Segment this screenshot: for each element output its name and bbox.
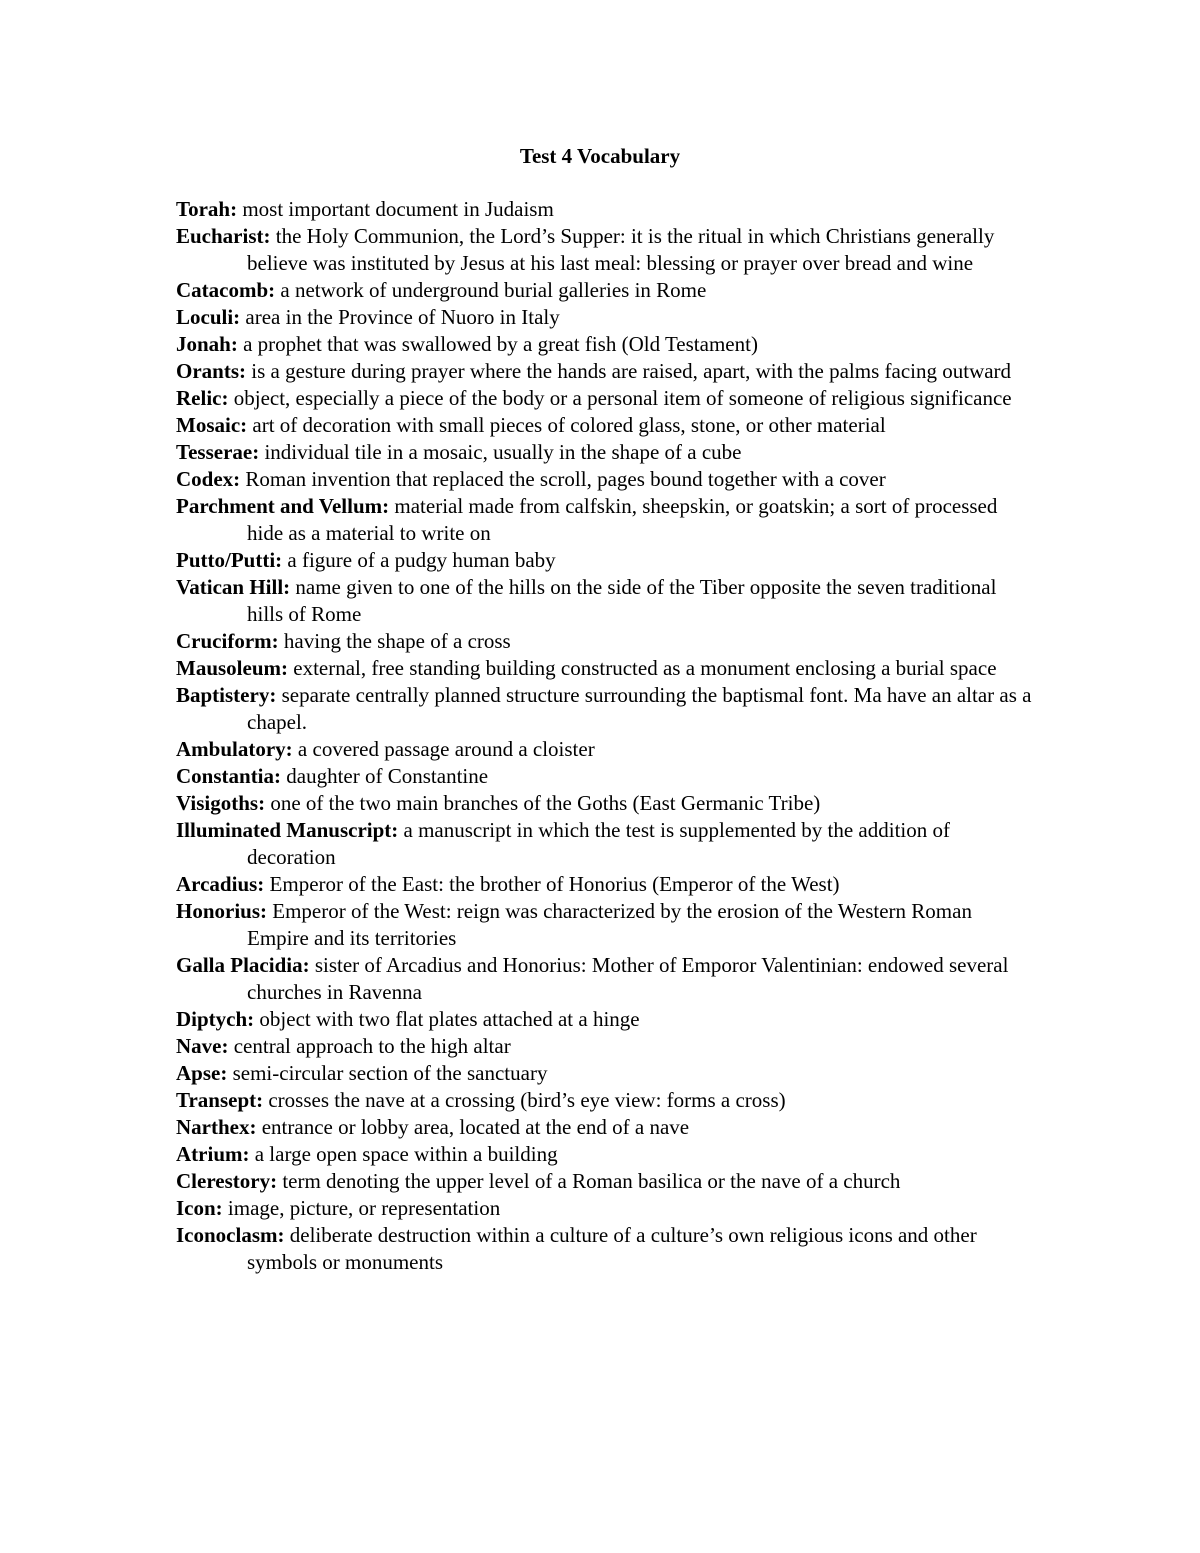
vocabulary-definition: crosses the nave at a crossing (bird’s eye view: forms a cross)	[268, 1088, 786, 1112]
vocabulary-entry	[176, 1087, 1036, 1114]
vocabulary-entry	[176, 952, 1036, 1006]
vocabulary-term: Apse:	[176, 1061, 228, 1085]
vocabulary-term: Clerestory:	[176, 1169, 278, 1193]
vocabulary-definition: having the shape of a cross	[283, 629, 511, 653]
vocabulary-definition: individual tile in a mosaic, usually in the shape of a cube	[264, 440, 742, 464]
vocabulary-definition: entrance or lobby area, located at the end of a nave	[261, 1115, 690, 1139]
vocabulary-definition: deliberate destruction within a culture of a culture’s own religious icons and other symbols or monuments	[247, 1223, 977, 1274]
vocabulary-term: Mosaic:	[176, 413, 248, 437]
vocabulary-entry	[176, 493, 1036, 547]
vocabulary-term: Vatican Hill:	[176, 575, 291, 599]
vocabulary-definition: a large open space within a building	[254, 1142, 558, 1166]
vocabulary-entry	[176, 817, 1036, 871]
vocabulary-entry	[176, 547, 1036, 574]
vocabulary-term: Narthex:	[176, 1115, 257, 1139]
vocabulary-term: Relic:	[176, 386, 229, 410]
vocabulary-definition: daughter of Constantine	[286, 764, 489, 788]
vocabulary-definition: semi-circular section of the sanctuary	[232, 1061, 548, 1085]
vocabulary-definition: central approach to the high altar	[233, 1034, 511, 1058]
vocabulary-term: Nave:	[176, 1034, 229, 1058]
vocabulary-entry	[176, 331, 1036, 358]
vocabulary-entry	[176, 358, 1036, 385]
document-title: Test 4 Vocabulary	[519, 144, 681, 168]
vocabulary-definition: most important document in Judaism	[242, 197, 554, 221]
vocabulary-entry	[176, 682, 1036, 736]
vocabulary-term: Visigoths:	[176, 791, 266, 815]
vocabulary-definition: sister of Arcadius and Honorius: Mother of Emporor Valentinian: endowed several churches in Ravenna	[247, 953, 1009, 1004]
vocabulary-definition: a prophet that was swallowed by a great fish (Old Testament)	[243, 332, 758, 356]
vocabulary-entry	[176, 385, 1036, 412]
vocabulary-definition: area in the Province of Nuoro in Italy	[245, 305, 560, 329]
vocabulary-definition: separate centrally planned structure surrounding the baptismal font. Ma have an altar as a chapel.	[247, 683, 1032, 734]
vocabulary-entry	[176, 304, 1036, 331]
vocabulary-term: Orants:	[176, 359, 246, 383]
vocabulary-term: Iconoclasm:	[176, 1223, 285, 1247]
vocabulary-entry	[176, 466, 1036, 493]
vocabulary-definition: term denoting the upper level of a Roman basilica or the nave of a church	[282, 1169, 901, 1193]
vocabulary-entry	[176, 1033, 1036, 1060]
vocabulary-entry	[176, 1141, 1036, 1168]
vocabulary-entry	[176, 736, 1036, 763]
vocabulary-entry	[176, 1114, 1036, 1141]
vocabulary-definition: a manuscript in which the test is supplemented by the addition of decoration	[247, 818, 950, 869]
vocabulary-term: Torah:	[176, 197, 238, 221]
vocabulary-term: Diptych:	[176, 1007, 255, 1031]
vocabulary-entry	[176, 1060, 1036, 1087]
vocabulary-term: Putto/Putti:	[176, 548, 283, 572]
vocabulary-entry	[176, 628, 1036, 655]
vocabulary-definition: a network of underground burial galleries in Rome	[280, 278, 707, 302]
vocabulary-definition: one of the two main branches of the Goths (East Germanic Tribe)	[270, 791, 821, 815]
vocabulary-definition: the Holy Communion, the Lord’s Supper: it is the ritual in which Christians generally believe was instituted by Jesus at his last meal: blessing or prayer over bread and wine	[247, 224, 995, 275]
vocabulary-definition: image, picture, or representation	[227, 1196, 501, 1220]
vocabulary-entry	[176, 574, 1036, 628]
vocabulary-entry	[176, 1195, 1036, 1222]
vocabulary-term: Constantia:	[176, 764, 282, 788]
vocabulary-list	[176, 196, 1036, 1276]
vocabulary-term: Atrium:	[176, 1142, 250, 1166]
vocabulary-entry	[176, 790, 1036, 817]
vocabulary-term: Codex:	[176, 467, 241, 491]
vocabulary-entry	[176, 898, 1036, 952]
vocabulary-term: Arcadius:	[176, 872, 265, 896]
vocabulary-term: Baptistery:	[176, 683, 277, 707]
vocabulary-term: Catacomb:	[176, 278, 276, 302]
vocabulary-term: Loculi:	[176, 305, 241, 329]
vocabulary-entry	[176, 1168, 1036, 1195]
vocabulary-definition: material made from calfskin, sheepskin, or goatskin; a sort of processed hide as a material to write on	[247, 494, 998, 545]
vocabulary-definition: external, free standing building constructed as a monument enclosing a burial space	[293, 656, 997, 680]
vocabulary-term: Transept:	[176, 1088, 264, 1112]
vocabulary-entry	[176, 277, 1036, 304]
vocabulary-definition: object with two flat plates attached at a hinge	[259, 1007, 640, 1031]
vocabulary-term: Cruciform:	[176, 629, 279, 653]
vocabulary-definition: a figure of a pudgy human baby	[287, 548, 556, 572]
vocabulary-term: Parchment and Vellum:	[176, 494, 390, 518]
vocabulary-term: Icon:	[176, 1196, 223, 1220]
vocabulary-term: Tesserae:	[176, 440, 260, 464]
vocabulary-entry	[176, 412, 1036, 439]
vocabulary-entry	[176, 871, 1036, 898]
vocabulary-term: Illuminated Manuscript:	[176, 818, 399, 842]
vocabulary-entry	[176, 223, 1036, 277]
vocabulary-definition: is a gesture during prayer where the hands are raised, apart, with the palms facing outward	[251, 359, 1012, 383]
vocabulary-entry	[176, 196, 1036, 223]
vocabulary-entry	[176, 763, 1036, 790]
vocabulary-definition: a covered passage around a cloister	[297, 737, 595, 761]
vocabulary-term: Mausoleum:	[176, 656, 288, 680]
vocabulary-term: Ambulatory:	[176, 737, 293, 761]
vocabulary-definition: Emperor of the West: reign was characterized by the erosion of the Western Roman Empire and its territories	[247, 899, 972, 950]
vocabulary-definition: object, especially a piece of the body or a personal item of someone of religious significance	[233, 386, 1012, 410]
vocabulary-definition: art of decoration with small pieces of colored glass, stone, or other material	[252, 413, 886, 437]
vocabulary-entry	[176, 439, 1036, 466]
vocabulary-definition: Emperor of the East: the brother of Honorius (Emperor of the West)	[269, 872, 840, 896]
vocabulary-term: Galla Placidia:	[176, 953, 310, 977]
vocabulary-entry	[176, 655, 1036, 682]
vocabulary-entry	[176, 1222, 1036, 1276]
vocabulary-definition: Roman invention that replaced the scroll, pages bound together with a cover	[245, 467, 886, 491]
vocabulary-entry	[176, 1006, 1036, 1033]
vocabulary-term: Eucharist:	[176, 224, 271, 248]
vocabulary-term: Honorius:	[176, 899, 268, 923]
vocabulary-term: Jonah:	[176, 332, 238, 356]
vocabulary-definition: name given to one of the hills on the side of the Tiber opposite the seven traditional hills of Rome	[247, 575, 997, 626]
